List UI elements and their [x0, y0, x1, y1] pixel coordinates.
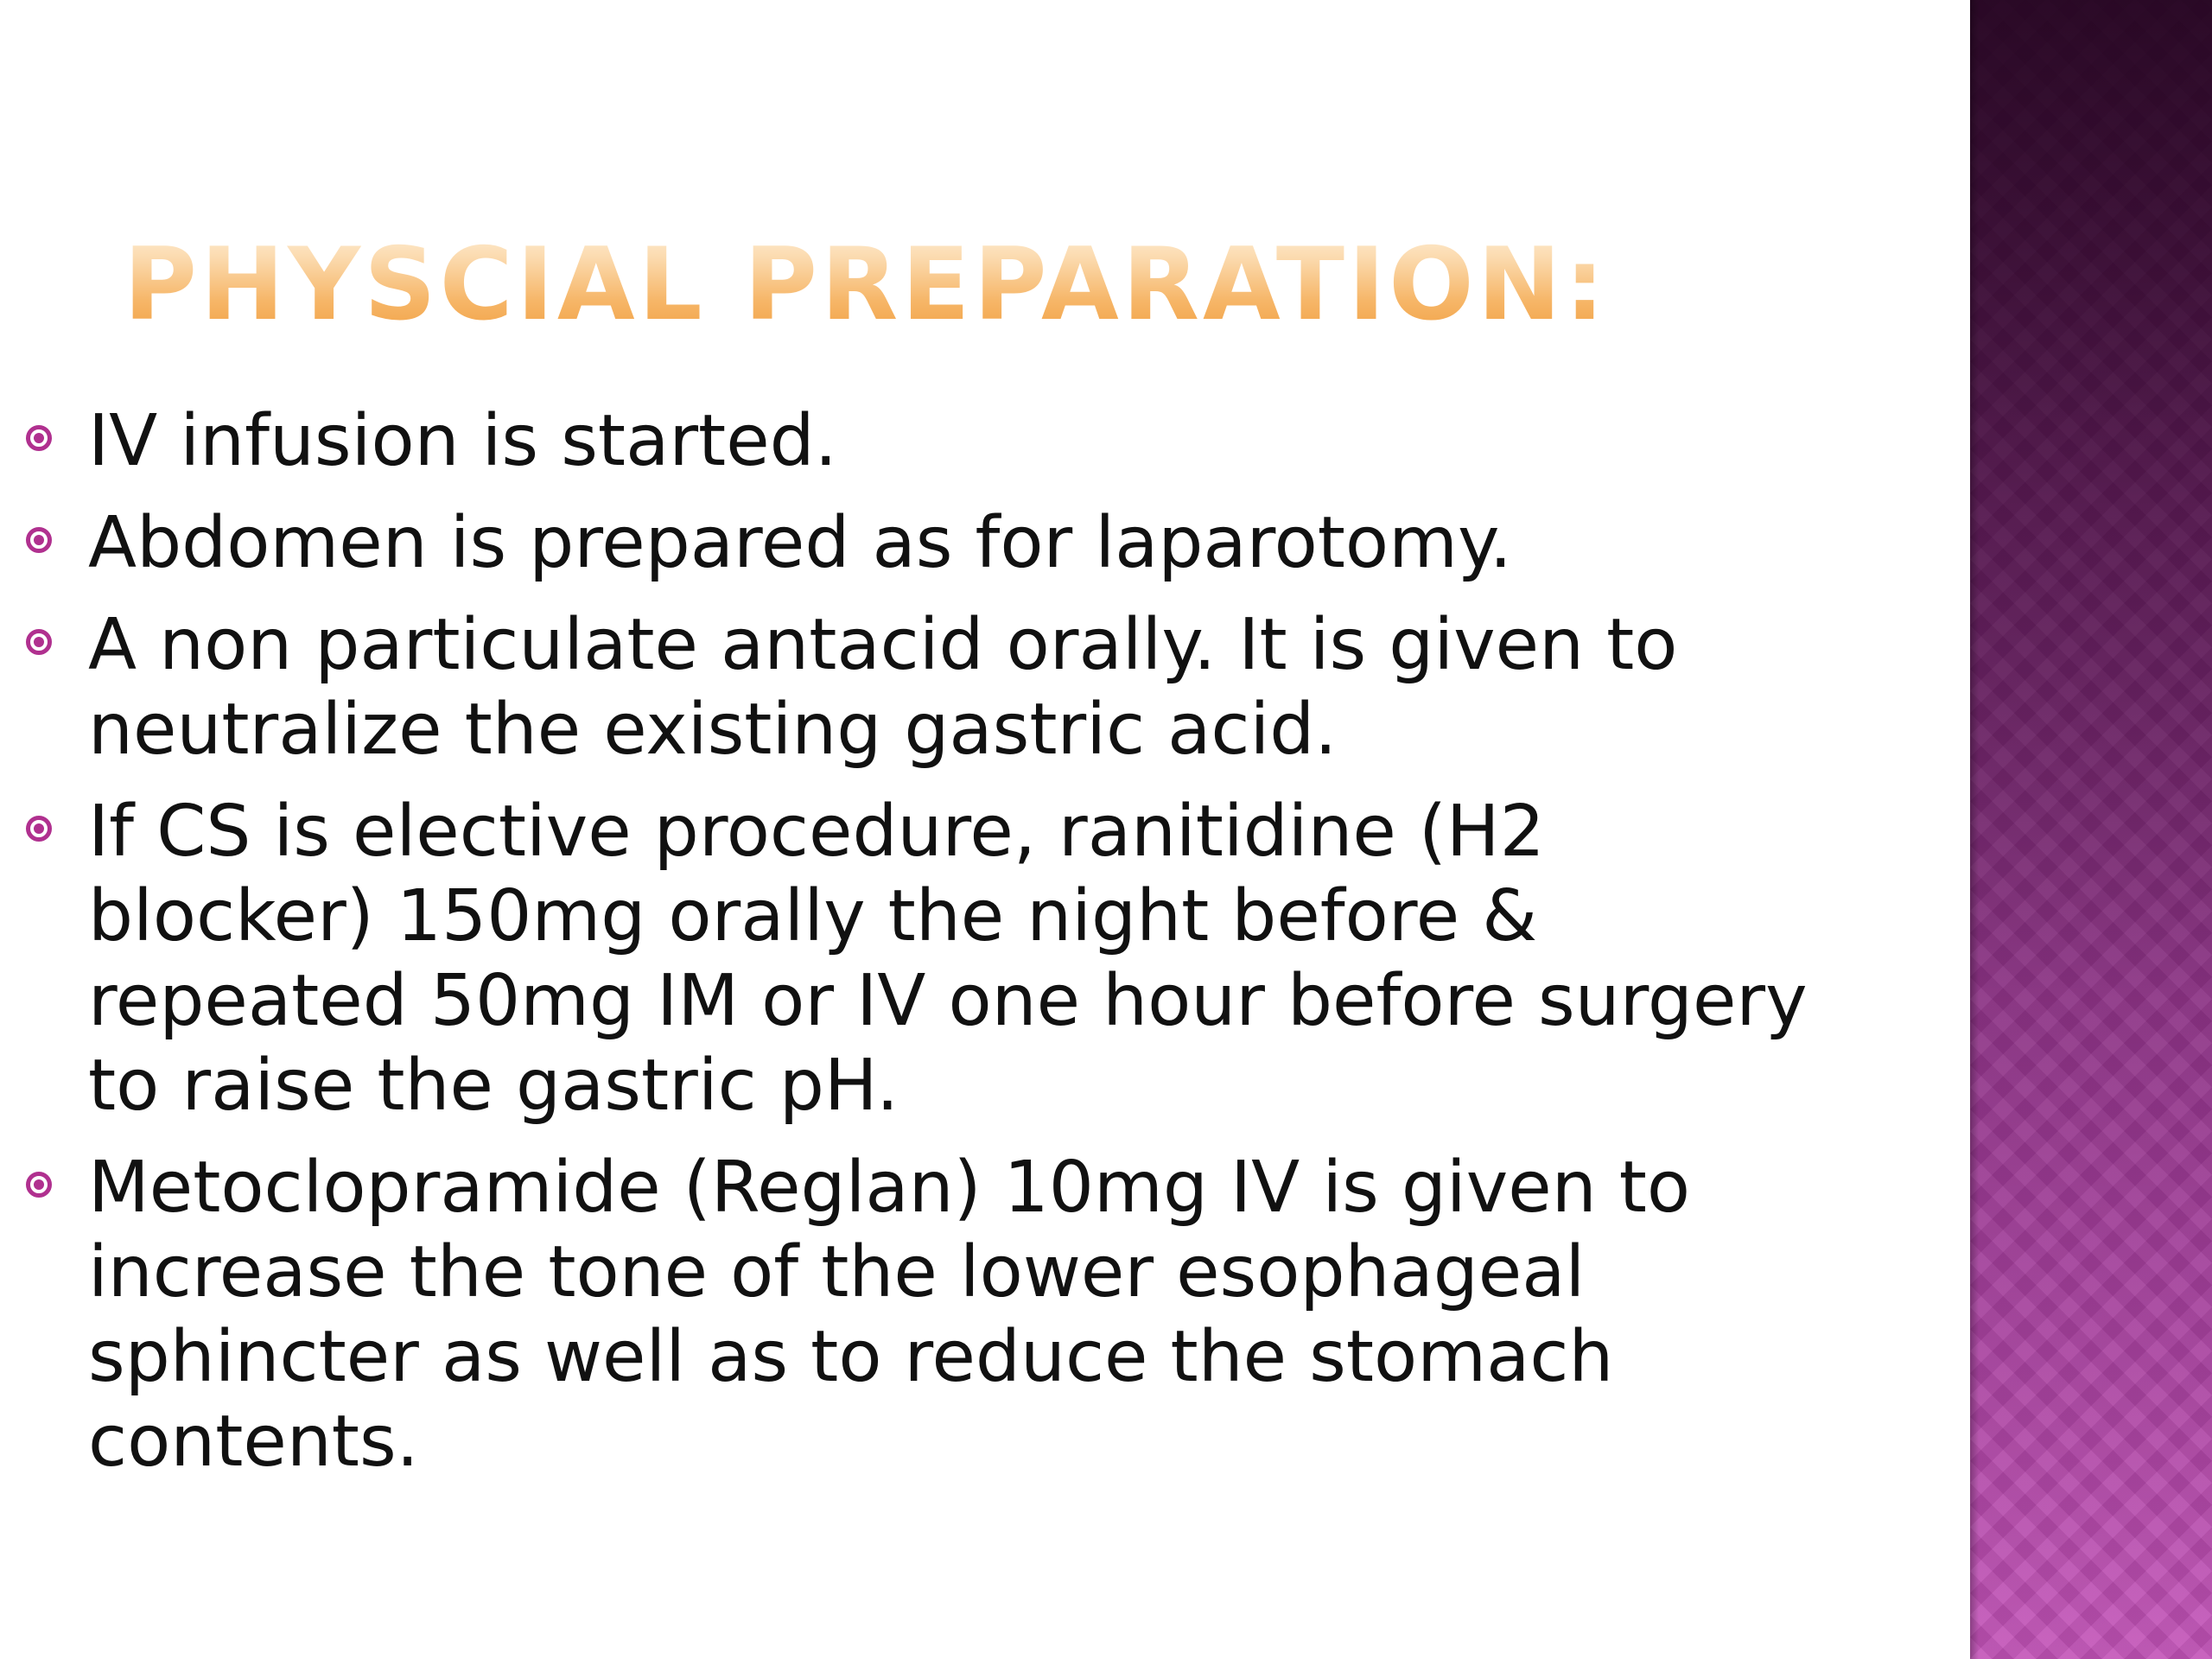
- bullet-text-line: increase the tone of the lower esophageal: [88, 1231, 1586, 1313]
- bullet-text-line: to raise the gastric pH.: [88, 1045, 899, 1127]
- bullet-text-line: Metoclopramide (Reglan) 10mg IV is given to: [88, 1147, 1691, 1229]
- bullet-text-line: blocker) 150mg orally the night before &: [88, 875, 1538, 957]
- circle-dot-bullet-icon: [26, 629, 52, 655]
- decorative-side-band: [1970, 0, 2212, 1659]
- bullet-text-line: IV infusion is started.: [88, 400, 837, 482]
- circle-dot-bullet-icon: [26, 527, 52, 553]
- bullet-text-line: A non particulate antacid orally. It is given to: [88, 604, 1678, 686]
- bullet-item-ranitidine: [26, 790, 1840, 1128]
- bullet-text-line: repeated 50mg IM or IV one hour before surgery: [88, 960, 1808, 1042]
- bullet-item-abdomen: [26, 501, 1840, 586]
- bullet-item-iv-infusion: [26, 399, 1840, 484]
- circle-dot-bullet-icon: [26, 425, 52, 451]
- bullet-list: [26, 399, 1840, 1502]
- bullet-item-metoclopramide: [26, 1146, 1840, 1484]
- slide-title: PHYSCIAL PREPARATION:: [124, 220, 1852, 350]
- circle-dot-bullet-icon: [26, 816, 52, 842]
- bullet-text-line: contents.: [88, 1401, 419, 1483]
- bullet-text-line: Abdomen is prepared as for laparotomy.: [88, 502, 1512, 584]
- bullet-item-antacid: [26, 603, 1840, 772]
- circle-dot-bullet-icon: [26, 1172, 52, 1198]
- bullet-text-line: If CS is elective procedure, ranitidine (H2: [88, 791, 1545, 873]
- bullet-text-line: neutralize the existing gastric acid.: [88, 689, 1338, 771]
- bullet-text-line: sphincter as well as to reduce the stomach: [88, 1316, 1614, 1398]
